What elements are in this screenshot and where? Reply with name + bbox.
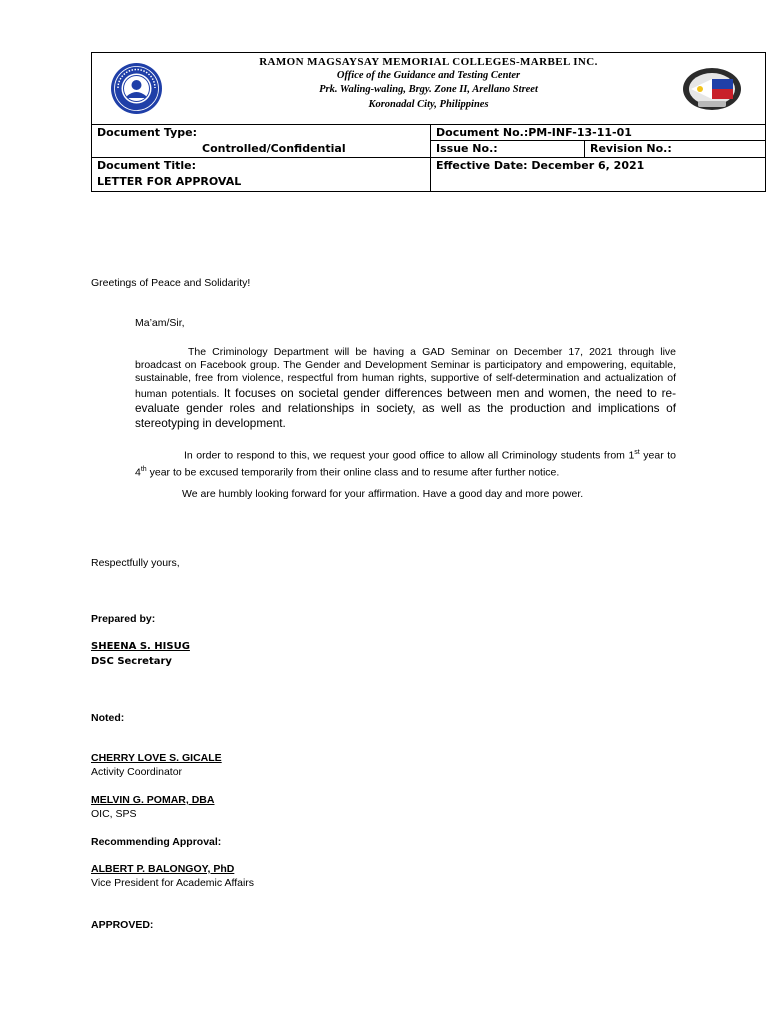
address-line: Prk. Waling-waling, Brgy. Zone II, Arellano Street <box>319 84 538 96</box>
document-header-table <box>91 52 766 192</box>
document-type-row <box>92 124 765 158</box>
divider <box>584 140 585 157</box>
request-text-b: year to 4 <box>135 449 676 479</box>
document-title-label: Document Title: <box>97 159 197 172</box>
request-text-c: year to be excused temporarily from their online class and to resume after further notice. <box>149 466 560 479</box>
document-title-value: LETTER FOR APPROVAL <box>97 175 242 188</box>
noted-signatory-name: CHERRY LOVE S. GICALE <box>91 752 222 764</box>
complimentary-close: Respectfully yours, <box>91 557 180 569</box>
issue-number: Issue No.: <box>436 142 498 155</box>
prepared-by-name: SHEENA S. HISUG <box>91 641 190 652</box>
noted-signatory-title: Activity Coordinator <box>91 766 183 778</box>
guidance-office-seal-icon <box>682 67 742 111</box>
approved-label: APPROVED: <box>91 919 154 931</box>
office-name: Office of the Guidance and Testing Center <box>336 70 521 82</box>
salutation: Ma’am/Sir, <box>135 317 185 329</box>
institution-name: RAMON MAGSAYSAY MEMORIAL COLLEGES-MARBEL INC. <box>259 56 598 68</box>
recommending-approval-label: Recommending Approval: <box>91 836 222 848</box>
recommending-signatory-title: Vice President for Academic Affairs <box>91 877 255 889</box>
city-line: Koronadal City, Philippines <box>368 98 489 110</box>
prepared-by-title: DSC Secretary <box>91 656 172 667</box>
request-text-a: In order to respond to this, we request your good office to allow all Criminology students from 1 <box>184 449 635 462</box>
paragraph-closing-wish: We are humbly looking forward for your affirmation. Have a good day and more power. <box>182 488 584 500</box>
paragraph-request <box>135 446 676 479</box>
institution-banner <box>92 53 765 125</box>
prepared-by-label: Prepared by: <box>91 613 156 625</box>
recommending-signatory-name: ALBERT P. BALONGOY, PhD <box>91 863 235 875</box>
ordinal-suffix: st <box>634 449 640 456</box>
revision-number: Revision No.: <box>590 142 672 155</box>
document-type-label: Document Type: <box>97 126 197 139</box>
document-number: Document No.:PM-INF-13-11-01 <box>436 126 632 139</box>
paragraph-seminar-text: The Criminology Department will be having a GAD Seminar on December 17, 2021 through live broadcast on Facebook group. The Gender and Development Seminar is participatory and empowering, equitable, sustainable, free from violence, respectful from human rights, supportive of self-determination and actualization of human potentials. <box>135 346 676 400</box>
institution-block <box>92 55 765 112</box>
noted-signatory-title: OIC, SPS <box>91 808 137 820</box>
noted-signatory-name: MELVIN G. POMAR, DBA <box>91 794 215 806</box>
document-type-value: Controlled/Confidential <box>202 142 346 155</box>
noted-label: Noted: <box>91 712 125 724</box>
effective-date: Effective Date: December 6, 2021 <box>436 159 645 172</box>
paragraph-seminar-focus: It focuses on societal gender differences between men and women, the need to re-evaluate gender roles and relationships in society, as well as the production and implications of stereotyping in development. <box>135 385 677 431</box>
divider <box>431 140 765 141</box>
document-title-row <box>92 157 765 192</box>
greeting: Greetings of Peace and Solidarity! <box>91 277 251 289</box>
paragraph-seminar <box>135 346 676 431</box>
ordinal-suffix: th <box>140 465 147 473</box>
